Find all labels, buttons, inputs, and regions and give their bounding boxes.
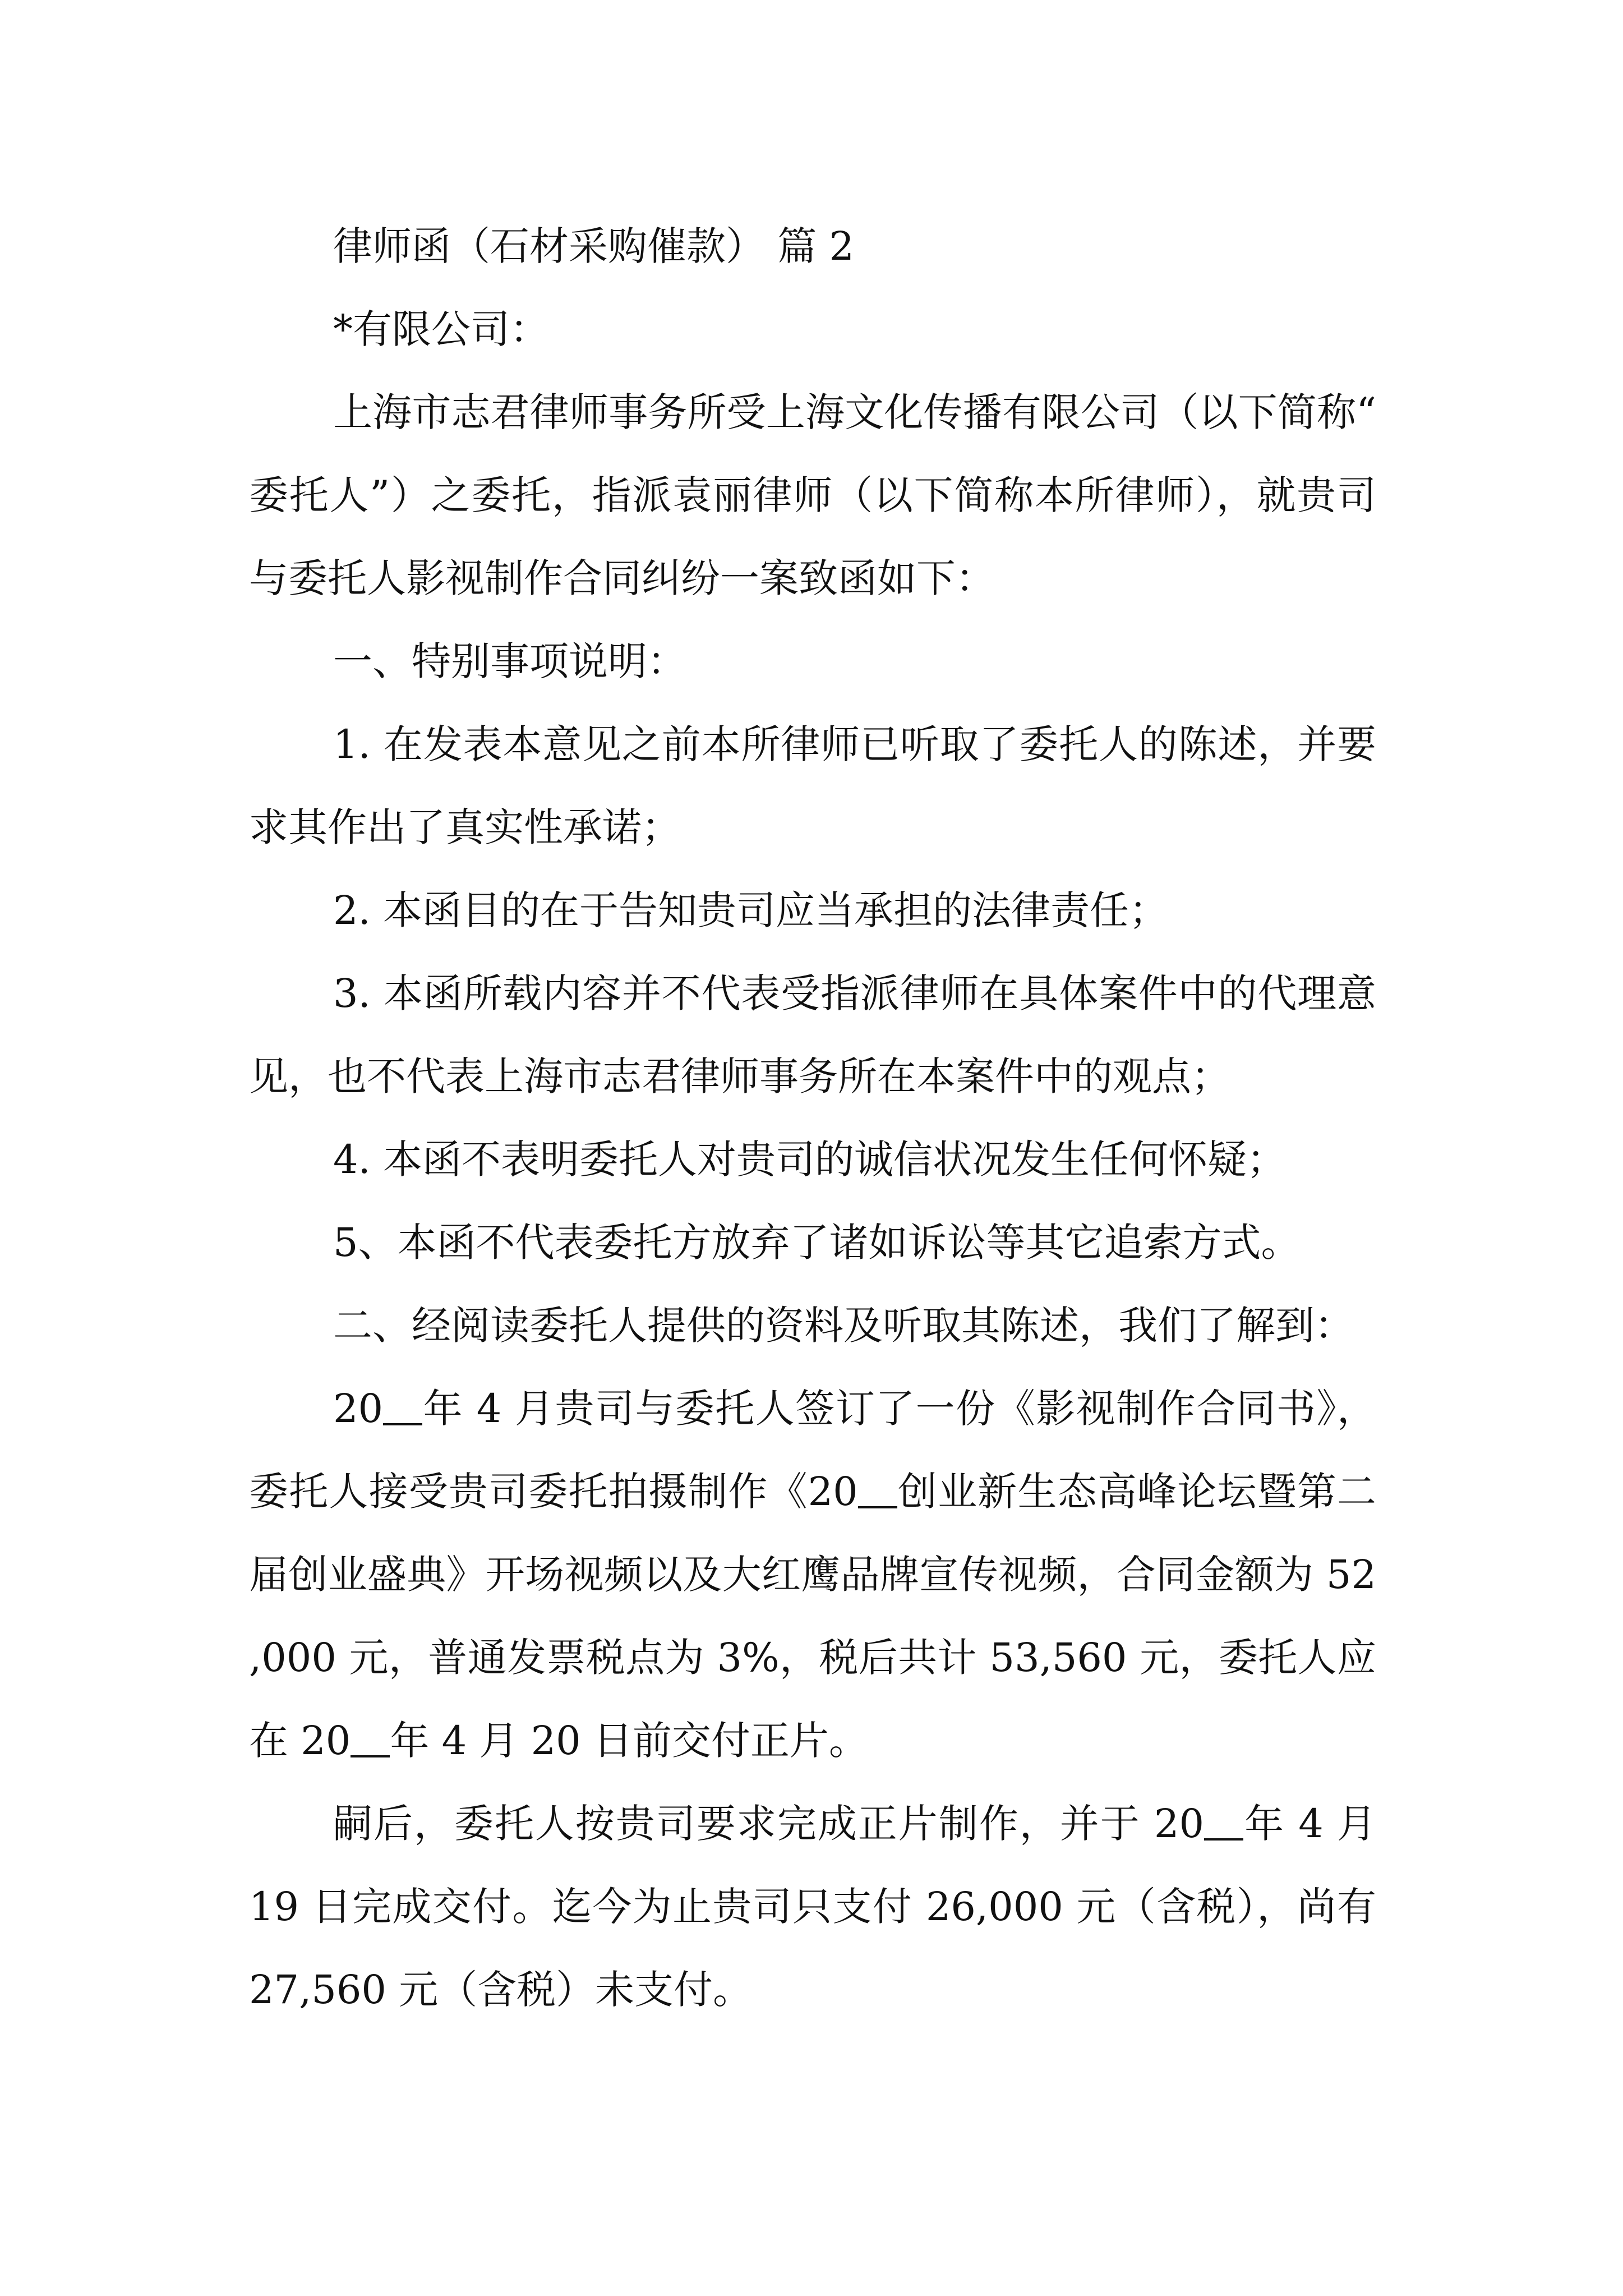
contract-text-3: 创业新生态高峰论坛暨第二届创业盛典》开场视频以及大红鹰品牌宣传视频，合同金额为 52,000 元，普通发票税点为 3%，税后共计 53,560 元，委托人应在 20 <box>249 1469 1377 1764</box>
paragraph-delivery <box>249 1782 1376 2031</box>
delivery-text-2: 年 4 月 19 日完成交付。迄今为止贵司只支付 26,000 元（含税），尚有 27,560 元（含税）未支付。 <box>249 1801 1376 2013</box>
note-item-4: 4. 本函不表明委托人对贵司的诚信状况发生任何怀疑； <box>333 1137 1287 1182</box>
blank-underline <box>1204 1799 1243 1841</box>
letter-title: 律师函（石材采购催款） 篇 2 <box>333 223 855 269</box>
paragraph-intro: 上海市志君律师事务所受上海文化传播有限公司（以下简称“委托人”）之委托，指派袁丽律师（以下简称本所律师），就贵司与委托人影视制作合同纠纷一案致函如下： <box>249 389 1376 601</box>
addressee: *有限公司： <box>333 306 549 352</box>
blank-underline <box>351 1716 390 1757</box>
note-item-5: 5、本函不代表委托方放弃了诸如诉讼等其它追索方式。 <box>333 1220 1301 1266</box>
contract-text-1: 20 <box>333 1386 384 1432</box>
note-item-2: 2. 本函目的在于告知贵司应当承担的法律责任； <box>333 887 1169 933</box>
blank-underline <box>858 1467 897 1508</box>
section-heading-special-notes: 一、特别事项说明： <box>333 638 686 684</box>
letter-body <box>249 205 1376 2031</box>
note-item-3: 3. 本函所载内容并不代表受指派律师在具体案件中的代理意见，也不代表上海市志君律师事务所在本案件中的观点； <box>249 970 1376 1099</box>
paragraph-contract <box>249 1367 1376 1782</box>
note-item-1: 1. 在发表本意见之前本所律师已听取了委托人的陈述，并要求其作出了真实性承诺； <box>249 721 1376 850</box>
contract-text-4: 年 4 月 20 日前交付正片。 <box>390 1718 868 1764</box>
blank-underline <box>383 1384 422 1425</box>
section-heading-facts: 二、经阅读委托人提供的资料及听取其陈述，我们了解到： <box>333 1303 1354 1349</box>
contract-text-2: 年 4 月贵司与委托人签订了一份《影视制作合同书》，委托人接受贵司委托拍摄制作《20 <box>249 1386 1376 1515</box>
delivery-text-1: 嗣后，委托人按贵司要求完成正片制作，并于 20 <box>333 1801 1205 1847</box>
